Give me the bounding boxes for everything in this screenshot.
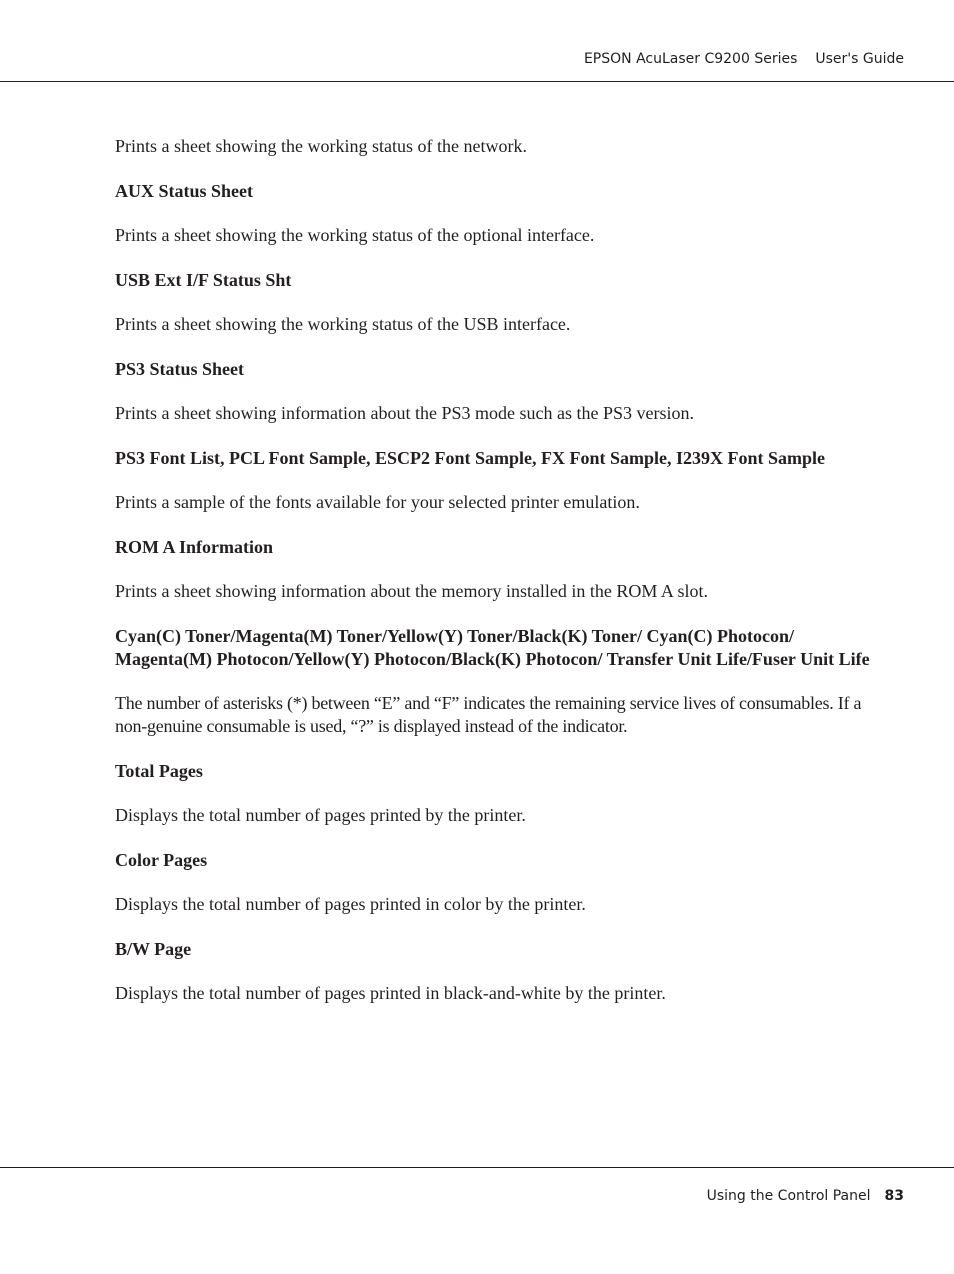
section-body-color-pages: Displays the total number of pages printed in color by the printer. [115,894,586,914]
section-body-network-status: Prints a sheet showing the working status of the network. [115,136,527,156]
section-heading-total-pages: Total Pages [115,761,203,781]
section-heading-aux-status: AUX Status Sheet [115,181,254,201]
section-heading-consumables: Cyan(C) Toner/Magenta(M) Toner/Yellow(Y) Toner/Black(K) Toner/ Cyan(C) Photocon/ Magenta(M) Photocon/Yellow(Y) Photocon/Black(K) Photocon/ Transfer Unit Life/Fuser Unit Life [115,626,870,669]
footer-chapter-title: Using the Control Panel [706,1188,871,1204]
section-body-aux-status: Prints a sheet showing the working status of the optional interface. [115,225,595,245]
header-title [584,51,904,67]
section-heading-color-pages: Color Pages [115,850,208,870]
page-header [0,0,954,82]
section-heading-font-samples: PS3 Font List, PCL Font Sample, ESCP2 Font Sample, FX Font Sample, I239X Font Sample [115,448,826,468]
section-body-usb-status: Prints a sheet showing the working status of the USB interface. [115,314,571,334]
section-body-bw-page: Displays the total number of pages printed in black-and-white by the printer. [115,983,666,1003]
section-body-rom-a: Prints a sheet showing information about the memory installed in the ROM A slot. [115,581,708,601]
section-heading-rom-a: ROM A Information [115,537,274,557]
page-footer [0,1167,954,1204]
section-heading-ps3-status: PS3 Status Sheet [115,359,245,379]
header-guide-name: User's Guide [815,51,904,67]
section-body-ps3-status: Prints a sheet showing information about the PS3 mode such as the PS3 version. [115,403,694,423]
section-body-font-samples: Prints a sample of the fonts available for your selected printer emulation. [115,492,640,512]
section-body-consumables: The number of asterisks (*) between “E” and “F” indicates the remaining service lives of consumables. If a non-genuine consumable is used, “?” is displayed instead of the indicator. [115,693,862,736]
section-heading-usb-status: USB Ext I/F Status Sht [115,270,292,290]
page-number: 83 [884,1188,904,1204]
section-heading-bw-page: B/W Page [115,939,192,959]
header-product-name: EPSON AcuLaser C9200 Series [583,51,798,67]
footer-text [707,1188,904,1204]
section-body-total-pages: Displays the total number of pages printed by the printer. [115,805,526,825]
page-content [115,135,885,1027]
